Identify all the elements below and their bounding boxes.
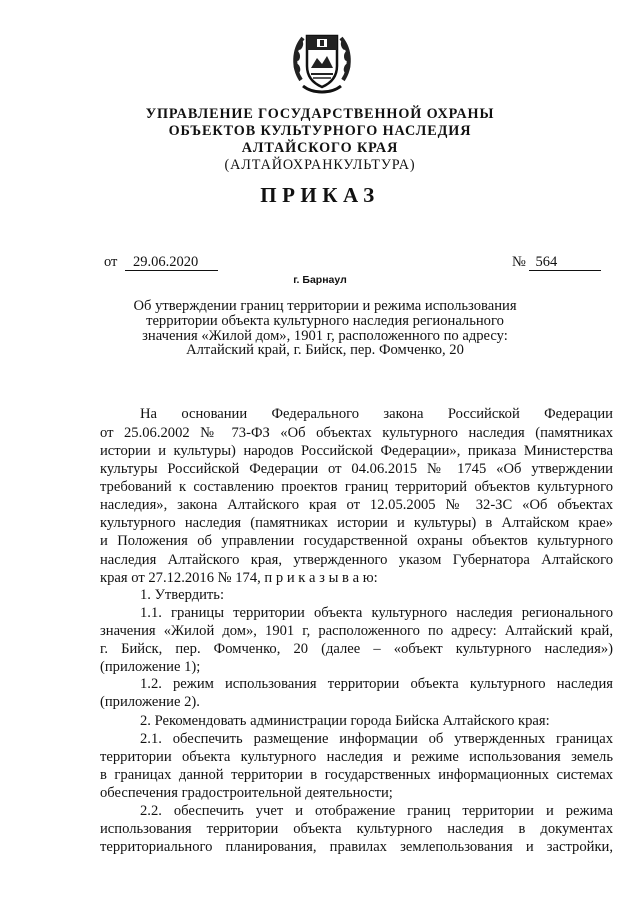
body-line: г. Бийск, пер. Фомченко, 20 (далее – «объект культурного наследия») (100, 641, 613, 657)
body-line: истории и культуры) народов Российской Федерации», приказа Министерства (100, 443, 613, 459)
number-prefix: № (512, 254, 526, 270)
body-line: наследия Алтайского края, утвержденного указом Губернатора Алтайского (100, 552, 613, 568)
date-field (104, 254, 218, 271)
number-field (512, 254, 601, 271)
body-line: значения «Жилой дом», 1901 г, расположенного по адресу: Алтайский край, (100, 623, 613, 639)
body-line: края от 27.12.2016 № 174, п р и к а з ы в а ю: (100, 570, 378, 586)
subject-line: территории объекта культурного наследия регионального (146, 312, 504, 329)
body-line: использования территории объекта культурного наследия в документах (100, 821, 613, 837)
agency-name-line-2: ОБЪЕКТОВ КУЛЬТУРНОГО НАСЛЕДИЯ (168, 123, 472, 139)
body-line: культурного наследия (памятниках истории и культуры) в Алтайском крае» (100, 515, 613, 531)
agency-name-line-3: АЛТАЙСКОГО КРАЯ (241, 140, 399, 156)
subject-line: Алтайский край, г. Бийск, пер. Фомченко, 20 (186, 342, 464, 359)
body-line: в границах данной территории в государственных информационных системах (100, 767, 613, 783)
body-line: 1. Утвердить: (140, 587, 225, 603)
body-line: 2.1. обеспечить размещение информации об утвержденных границах (140, 731, 613, 747)
subject-line: Об утверждении границ территории и режима использования (133, 298, 517, 314)
subject-line: значения «Жилой дом», 1901 г, расположенного по адресу: (142, 327, 508, 344)
body-line: На основании Федерального закона Российской Федерации (140, 406, 613, 422)
agency-name-line-1: УПРАВЛЕНИЕ ГОСУДАРСТВЕННОЙ ОХРАНЫ (145, 106, 495, 122)
body-line: от 25.06.2002 № 73-ФЗ «Об объектах культурного наследия (памятниках (100, 425, 613, 441)
agency-short-name: (АЛТАЙОХРАНКУЛЬТУРА) (224, 157, 416, 173)
body-line: 2. Рекомендовать администрации города Бийска Алтайского края: (140, 713, 550, 729)
coat-of-arms-icon (291, 28, 353, 96)
body-line: 1.1. границы территории объекта культурного наследия регионального (140, 605, 613, 621)
body-line: и Положения об управлении государственной охраны объектов культурного (100, 533, 613, 549)
order-subject (110, 299, 540, 358)
body-line: (приложение 1); (100, 659, 201, 675)
number-value: 564 (529, 255, 601, 271)
date-prefix: от (104, 254, 118, 270)
body-line: территориального планирования, правилах землепользования и застройки, (100, 839, 613, 855)
city: г. Барнаул (293, 274, 347, 286)
body-line: территории объекта культурного наследия и режиме использования земель (100, 749, 613, 765)
body-line: обеспечения градостроительной деятельности; (100, 785, 393, 801)
body-line: культуры Российской Федерации от 04.06.2015 № 1745 «Об утверждении (100, 461, 613, 477)
body-line: требований к составлению проектов границ территорий объектов культурного (100, 479, 613, 495)
date-value: 29.06.2020 (125, 255, 218, 271)
body-line: 1.2. режим использования территории объекта культурного наследия (140, 676, 613, 692)
body-line: наследия», закона Алтайского края от 12.05.2005 № 32-ЗС «Об объектах (100, 497, 613, 513)
body-line: (приложение 2). (100, 694, 200, 710)
document-title: ПРИКАЗ (260, 183, 380, 207)
body-line: 2.2. обеспечить учет и отображение границ территории и режима (140, 803, 613, 819)
